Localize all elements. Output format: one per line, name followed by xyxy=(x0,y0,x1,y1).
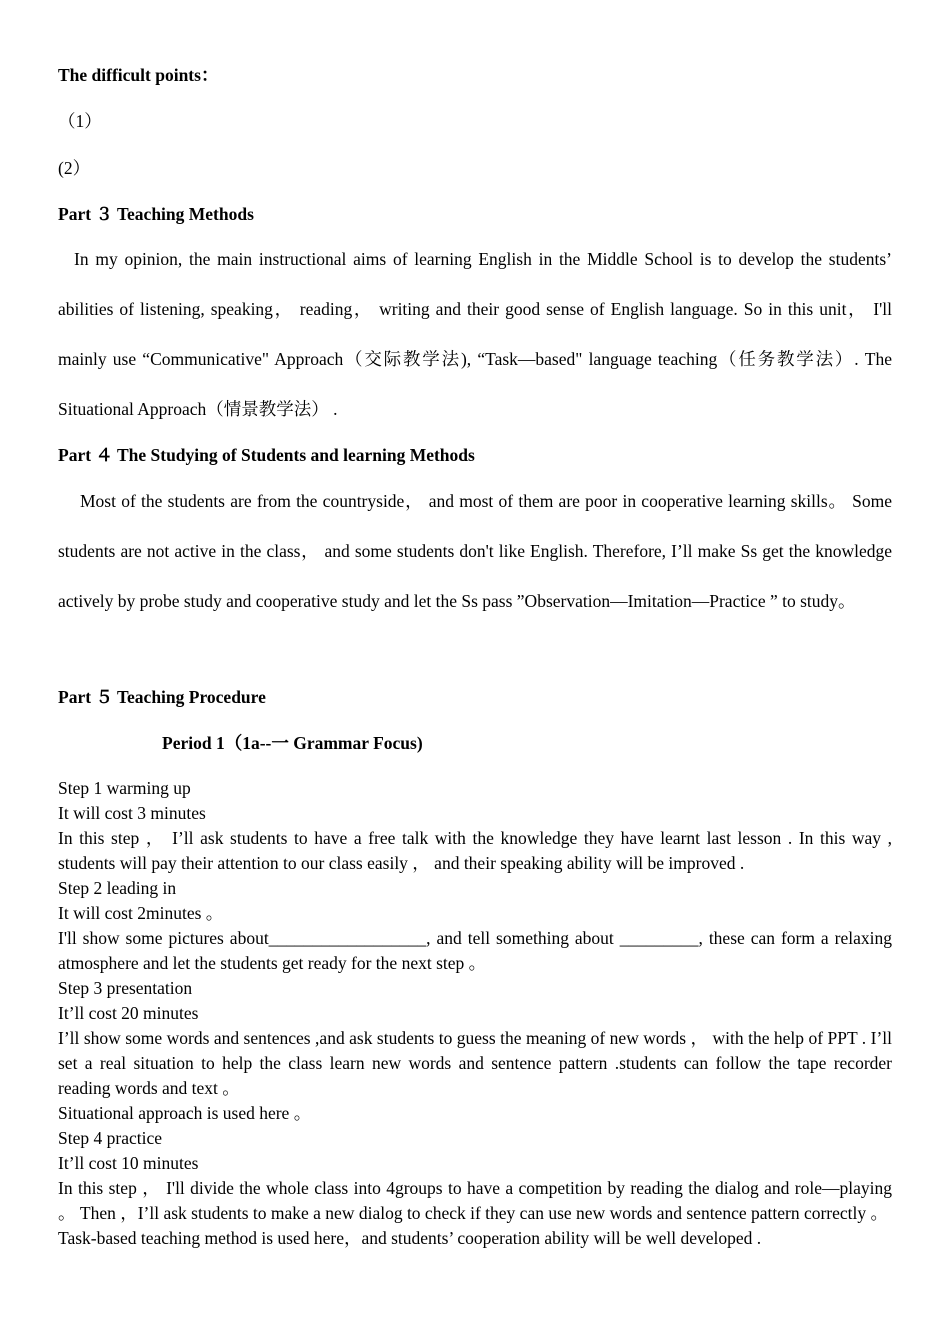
part3-paragraph: In my opinion, the main instructional aims of learning English in the Middle School is to develop the students’ abilities of listening, speaking， reading， writing and their good sense of English language. So in this unit， I'll mainly use “Communicative" Approach（交际教学法), “Task—based" language teaching（任务教学法）. The Situational Approach（情景教学法） . xyxy=(58,249,892,419)
procedure-steps xyxy=(58,776,892,1251)
step2-title: Step 2 leading in xyxy=(58,878,177,898)
step3-note: Situational approach is used here 。 xyxy=(58,1103,312,1123)
difficult-points-heading: The difficult points： xyxy=(58,65,219,85)
difficult-point-1: （1） xyxy=(58,111,102,131)
difficult-point-2: (2） xyxy=(58,158,91,178)
step4-title: Step 4 practice xyxy=(58,1128,162,1148)
step2-text: I'll show some pictures about__________________, and tell something about _________, these can form a relaxing atmosphere and let the students get ready for the next step 。 xyxy=(58,928,892,973)
step2-time: It will cost 2minutes 。 xyxy=(58,903,224,923)
step4-note: Task-based teaching method is used here，and students’ cooperation ability will be well developed . xyxy=(58,1228,762,1248)
step1-text: In this step ， I’ll ask students to have a free talk with the knowledge they have learnt last lesson . In this way , students will pay their attention to our class easily ， and their speaking ability will be improved . xyxy=(58,828,892,873)
step1-title: Step 1 warming up xyxy=(58,778,191,798)
step1-time: It will cost 3 minutes xyxy=(58,803,206,823)
part4-heading: Part ４ The Studying of Students and learning Methods xyxy=(58,445,475,465)
part3-heading: Part ３ Teaching Methods xyxy=(58,204,254,224)
step4-text: In this step ， I'll divide the whole class into 4groups to have a competition by reading the dialog and role—playing 。 Then ，I’ll ask students to make a new dialog to check if they can use new words and sentence pattern correctly 。 xyxy=(58,1178,892,1223)
step4-time: It’ll cost 10 minutes xyxy=(58,1153,199,1173)
step3-text: I’ll show some words and sentences ,and ask students to guess the meaning of new words ， with the help of PPT . I’ll set a real situation to help the class learn new words and sentence pattern .students can follow the tape recorder reading words and text 。 xyxy=(58,1028,892,1098)
step3-time: It’ll cost 20 minutes xyxy=(58,1003,199,1023)
part4-paragraph: Most of the students are from the countryside， and most of them are poor in cooperative learning skills。 Some students are not active in the class， and some students don't like English. Therefore, I’ll make Ss get the knowledge actively by probe study and cooperative study and let the Ss pass ”Observation—Imitation—Practice ” to study。 xyxy=(58,491,892,611)
period-heading: Period 1（1a--一 Grammar Focus) xyxy=(162,733,423,753)
step3-title: Step 3 presentation xyxy=(58,978,193,998)
part5-heading: Part ５ Teaching Procedure xyxy=(58,687,266,707)
